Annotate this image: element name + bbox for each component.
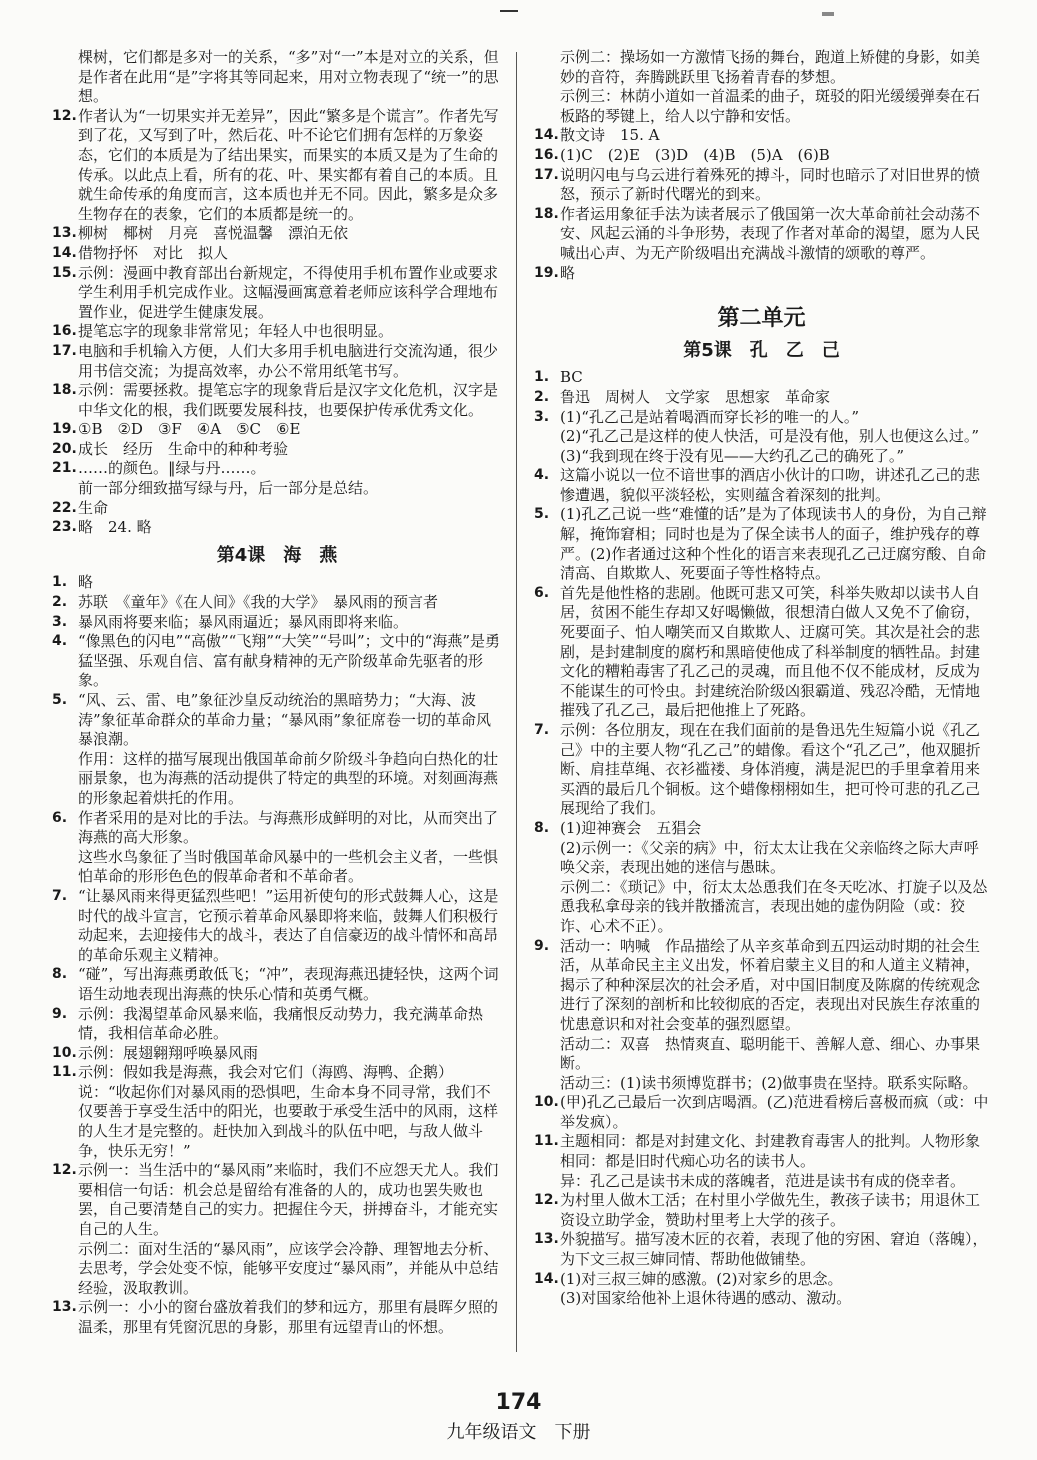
answer-item-13 [52,1298,502,1337]
item9-continuation-2: 活动三：(1)读书须博览群书；(2)做事贵在坚持。联系实际略。 [560,1073,978,1092]
answer-text: 活动一：呐喊 作品描绘了从辛亥革命到五四运动时期的社会生活，从革命民主主义出发，怀着启蒙主义目的和人道主义精神，揭示了种种深层次的社会矛盾，对中国旧制度及陈腐的传统观念进行了深刻的剖析和比较彻底的否定，表现出对民族生存浓重的忧患意识和对社会变革的强烈愿望。 [560,936,981,1033]
answer-number: 3. [52,613,68,630]
answer-text: 为村里人做木工活；在村里小学做先生，教孩子读书；用退休工资设立助学金，赞助村里考上大学的孩子。 [560,1191,981,1229]
answer-number: 1. [534,369,550,386]
answer-number: 18. [534,205,559,222]
answer-text: 说明闪电与乌云进行着殊死的搏斗，同时也暗示了对旧世界的愤怒，预示了新时代曙光的到来。 [560,165,981,204]
page-number: 174 [495,1390,542,1415]
answer-text: 电脑和手机输入方便，人们大多用手机电脑进行交流沟通，很少用书信交流；为提高效率，办公不常用纸笔书写。 [78,341,499,380]
answer-number: 12. [534,1192,559,1209]
answer-number: 5. [52,692,68,708]
right-intro-1: 示例二：操场如一方激情飞扬的舞台，跑道上矫健的身影，如美妙的音符，奔腾跳跃里飞扬着青春的梦想。 [560,48,981,86]
answer-item [534,408,989,428]
answer-number: 5. [534,506,550,523]
answer-number: 9. [52,1005,68,1022]
answer-number: 13. [534,1231,559,1248]
answer-number: 17. [534,166,559,183]
answer-text: 略 24. 略 [78,518,152,537]
answer-item [52,593,502,613]
left-column [52,48,502,1338]
answer-text: 这篇小说以一位不谙世事的酒店小伙计的口吻，讲述孔乙己的悲惨遭遇，貌似平淡轻松，实则蕴含着深刻的批判。 [560,466,981,504]
answer-item-6 [52,809,502,848]
answer-text: 示例：我渴望革命风暴来临，我痛恨反动势力，我充满革命热情，我相信革命必胜。 [78,1004,484,1043]
answer-number: 7. [534,722,550,738]
answer-text: 略 [78,573,94,592]
answer-item [52,244,502,264]
answer-text: “碰”，写出海燕勇敢低飞；“冲”，表现海燕迅捷轻快，这两个词语生动地表现出海燕的快乐心情和英勇气概。 [78,965,499,1003]
item9-continuation-1: 活动二：双喜 热情爽直、聪明能干、善解人意、细心、办事果断。 [560,1034,981,1073]
answer-item [534,388,989,408]
answer-item [534,584,989,721]
answer-text: 成长 经历 生命中的种种考验 [78,439,289,458]
answer-text: (1)对三叔三婶的感激。(2)对家乡的思念。 [560,1269,843,1288]
answer-text: (1)C (2)E (3)D (4)B (5)A (6)B [560,145,830,164]
answer-number: 19. [52,421,77,438]
answer-number: 14. [534,127,559,144]
answer-text: 示例：各位朋友，现在在我们面前的是鲁迅先生短篇小说《孔乙己》中的主要人物“孔乙己”的蜡像。看这个“孔乙己”，他双腿折断、肩挂草绳、衣衫褴褛、身体消瘦，满是泥巴的手里拿着用来买酒的最后几个铜板。这个蜡像栩栩如生，把可怜可悲的孔乙己展现给了我们。 [560,721,981,818]
answer-item-11 [534,1132,989,1171]
answer-item [52,965,502,1004]
item11-continuation: 异：孔乙己是读书未成的落魄者，范进是读书有成的侥幸者。 [560,1171,966,1190]
answer-text: 示例：需要拯救。提笔忘字的现象背后是汉字文化危机，汉字是中华文化的根，我们既要发展科技，也要保护传承优秀文化。 [78,381,499,419]
answer-number: 22. [52,499,77,516]
answer-item [52,1063,502,1161]
answer-number: 4. [52,633,68,650]
book-title: 九年级语文 下册 [446,1422,591,1443]
answer-number: 7. [52,887,68,904]
answer-number: 16. [534,146,559,163]
answer-text: 借物抒怀 对比 拟人 [78,243,229,262]
answer-number: 13. [52,1299,77,1316]
item14-continuation: (3)对国家给他补上退休待遇的感动、激动。 [560,1289,852,1308]
answer-number: 1. [52,574,68,591]
answer-text: 鲁迅 周树人 文学家 思想家 革命家 [560,387,831,406]
right-intro-2: 示例三：林荫小道如一首温柔的曲子，斑驳的阳光缓缓弹奏在石板路的琴键上，给人以宁静和安恬。 [560,87,981,125]
answer-number: 11. [52,1064,77,1081]
answer-number: 13. [52,225,77,242]
answer-item-10 [534,1093,989,1132]
answer-text: 暴风雨将要来临；暴风雨逼近；暴风雨即将来临。 [78,612,409,631]
top-mark-left [500,10,518,12]
answer-number: 10. [534,1094,559,1111]
item6-continuation: 这些水鸟象征了当时俄国革命风暴中的一些机会主义者，一些惧怕革命的形形色色的假革命者和不革命者。 [78,847,499,886]
answer-item [52,224,502,244]
lesson5-title: 第5课 孔 乙 己 [683,339,840,361]
answer-item [534,721,989,819]
item5-continuation: 作用：这样的描写展现出俄国革命前夕阶级斗争趋向白热化的壮丽景象，也为海燕的活动提供了特定的典型的环境。对刻画海燕的形象起着烘托的作用。 [78,749,499,807]
item21-continuation: 前一部分细致描写绿与丹，后一部分是总结。 [78,479,379,498]
column-divider [516,52,517,1352]
answer-text: 示例：展翅翱翔呼唤暴风雨 [78,1043,259,1062]
answer-number: 23. [52,519,77,536]
item3-continuation-1: (2)“孔乙己是这样的使人快活，可是没有他，别人也便这么过。” [560,427,980,446]
answer-item [52,459,502,479]
answer-item [534,505,989,583]
answer-item [52,573,502,593]
answer-number: 18. [52,382,77,399]
answer-text: 略 [560,263,576,282]
answer-item [52,322,502,342]
answer-number: 16. [52,323,77,340]
answer-text: “风、云、雷、电”象征沙皇反动统治的黑暗势力；“大海、波涛”象征革命群众的革命力量；“暴风雨”象征席卷一切的革命风暴浪潮。 [78,691,492,749]
answer-text: 提笔忘字的现象非常常见；年轻人中也很明显。 [78,322,394,341]
answer-number: 17. [52,342,77,359]
answer-number: 12. [52,1162,77,1179]
answer-text: (1)“孔乙己是站着喝酒而穿长衫的唯一的人。” [560,407,860,426]
answer-item [52,1161,502,1239]
right-column [534,48,989,1309]
lesson4-title: 第4课 海 燕 [216,544,338,566]
answer-text: 生命 [78,498,109,517]
answer-text: 主题相同：都是对封建文化、封建教育毒害人的批判。人物形象相同：都是旧时代痴心功名的读书人。 [560,1132,981,1171]
answer-number: 3. [534,408,550,425]
answer-item [534,819,989,839]
answer-text: 作者采用的是对比的手法。与海燕形成鲜明的对比，从而突出了海燕的高大形象。 [78,808,499,847]
answer-text: 首先是他性格的悲剧。他既可悲又可笑，科举失败却以读书人自居，贫困不能生存却又好喝懒做，很想清白做人又免不了偷窃，死要面子、怕人嘲笑而又自欺欺人、迂腐可笑。其次是社会的悲剧，是封建制度的腐朽和黑暗使他成了科举制度的牺牲品。封建文化的糟粕毒害了孔乙己的灵魂，而且他不仅不能成材，反成为不能谋生的可怜虫。封建统治阶级凶狠霸道、残忍冷酷，无情地摧残了孔乙己，最后把他推上了死路。 [560,583,981,720]
answer-item [534,1191,989,1230]
answer-item [534,1230,989,1269]
answer-number: 14. [534,1270,559,1287]
answer-item [52,1005,502,1044]
answer-text: (1)孔乙己说一些“难懂的话”是为了体现读书人的身份，为自己辩解，掩饰窘相；同时也是为了保全读书人的面子，维护残存的尊严。(2)作者通过这种个性化的语言来表现孔乙己迂腐穷酸、自命清高、自欺欺人、死要面子等性格特点。 [560,505,987,583]
answer-item [52,691,502,750]
answer-item [534,166,989,205]
answer-text: (甲)孔乙己最后一次到店喝酒。(乙)范进看榜后喜极而疯（或：中举发疯）。 [560,1093,989,1131]
answer-item [52,107,502,225]
answer-text: 示例一：当生活中的“暴风雨”来临时，我们不应怨天尤人。我们要相信一句话：机会总是留给有准备的人的，成功也罢失败也罢，自己要清楚自己的实力。把握住今天，拼搏奋斗，才能充实自己的人生。 [78,1161,499,1239]
answer-number: 2. [52,594,68,611]
answer-item [534,1270,989,1290]
answer-number: 20. [52,440,77,457]
answer-number: 15. [52,264,77,281]
answer-text: “像黑色的闪电”“高傲”“飞翔”“大笑”“号叫”；文中的“海燕”是勇猛坚强、乐观自信、富有献身精神的无产阶级革命先驱者的形象。 [78,632,501,690]
answer-text: BC [560,368,583,387]
answer-text: 作者运用象征手法为读者展示了俄国第一次大革命前社会动荡不安、风起云涌的斗争形势，表现了作者对革命的渴望，愿为人民喊出心声、为无产阶级唱出充满战斗激情的颂歌的尊严。 [560,204,981,262]
answer-number: 4. [534,467,550,484]
answer-number: 6. [534,584,550,601]
answer-item [534,205,989,264]
answer-text: ……的颜色。‖绿与丹……。 [78,459,266,478]
answer-item-9 [534,937,989,1035]
answer-item [52,342,502,381]
item3-continuation-2: (3)“我到现在终于没有见——大约孔乙己的确死了。” [560,446,905,465]
item12-continuation: 示例二：面对生活的“暴风雨”，应该学会冷静、理智地去分析、去思考，学会处变不惊，能够平安度过“暴风雨”，并能从中总结经验，汲取教训。 [78,1239,499,1297]
answer-text: 示例一：小小的窗台盛放着我们的梦和远方，那里有晨晖夕照的温柔，那里有凭窗沉思的身影，那里有远望青山的怀想。 [78,1298,499,1336]
answer-item [52,1044,502,1064]
answer-number: 11. [534,1133,559,1150]
answer-item [52,420,502,440]
answer-number: 14. [52,244,77,261]
answer-number: 10. [52,1044,77,1061]
answer-number: 9. [534,937,550,954]
answer-item [534,264,989,284]
answer-item [52,613,502,633]
answer-text: 作者认为“一切果实并无差异”，因此“繁多是个谎言”。作者先写到了花，又写到了叶，然后花、叶不论它们拥有怎样的万象姿态，它们的本质是为了结出果实，而果实的本质又是为了生命的传承。以此点上看，所有的花、叶、果实都有着自己的本质。且就生命传承的角度而言，这本质也并无不同。因此，繁多是众多生物存在的表象，它们的本质都是统一的。 [78,106,499,223]
item8-continuation-2: 示例二：《琐记》中，衍太太怂恿我们在冬天吃冰、打旋子以及怂恿我私拿母亲的钱并散播流言，表现出她的虚伪阴险（或：狡诈、心术不正）。 [560,877,988,935]
answer-text: 外貌描写。描写凌木匠的衣着，表现了他的穷困、窘迫（落魄），为下文三叔三婶同情、帮助他做铺垫。 [560,1230,988,1269]
answer-item [52,499,502,519]
answer-number: 12. [52,107,77,124]
answer-number: 21. [52,460,77,477]
answer-item [52,264,502,323]
answer-item [534,146,989,166]
top-mark-right [822,12,834,16]
answer-item [52,440,502,460]
answer-number: 6. [52,809,68,826]
answer-text: 示例：漫画中教育部出台新规定，不得使用手机布置作业或要求学生利用手机完成作业。这幅漫画寓意着老师应该科学合理地布置作业，促进学生健康发展。 [78,263,499,321]
answer-text: ①B ②D ③F ④A ⑤C ⑥E [78,420,301,439]
answer-item [52,632,502,691]
answer-item [52,381,502,420]
answer-item [534,466,989,505]
answer-number: 8. [52,966,68,983]
answer-text: (1)迎神赛会 五猖会 [560,818,702,837]
answer-text: 散文诗 15. A [560,126,660,145]
item8-continuation-1: (2)示例一：《父亲的病》中，衍太太让我在父亲临终之际大声呼唤父亲，表现出她的迷信与愚昧。 [560,838,979,877]
answer-number: 19. [534,264,559,281]
answer-item [52,518,502,538]
answer-item [534,126,989,146]
unit-title: 第二单元 [717,306,806,332]
answer-item [534,368,989,388]
answer-number: 2. [534,388,550,405]
answer-text: 示例：假如我是海燕，我会对它们（海鸥、海鸭、企鹅）说：“收起你们对暴风雨的恐惧吧，生命本身不同寻常，我们不仅要善于享受生活中的阳光，也要敢于承受生活中的风雨，这样的人生才是完整的。赶快加入到战斗的队伍中吧，与敌人做斗争，快乐无穷！” [78,1063,499,1160]
answer-text: 柳树 椰树 月亮 喜悦温馨 漂泊无依 [78,224,349,243]
left-intro: 棵树，它们都是多对一的关系，“多”对“一”本是对立的关系，但是作者在此用“是”字将其等同起来，用对立物表现了“统一”的思想。 [78,48,499,106]
answer-text: “让暴风雨来得更猛烈些吧！”运用祈使句的形式鼓舞人心，这是时代的战斗宣言，它预示着革命风暴即将来临，鼓舞人们积极行动起来，去迎接伟大的战斗，表达了自信豪迈的战斗情怀和高昂的革命乐观主义精神。 [78,886,499,964]
answer-text: 苏联 《童年》《在人间》《我的大学》 暴风雨的预言者 [78,593,439,612]
answer-item [52,887,502,965]
answer-number: 8. [534,819,550,836]
